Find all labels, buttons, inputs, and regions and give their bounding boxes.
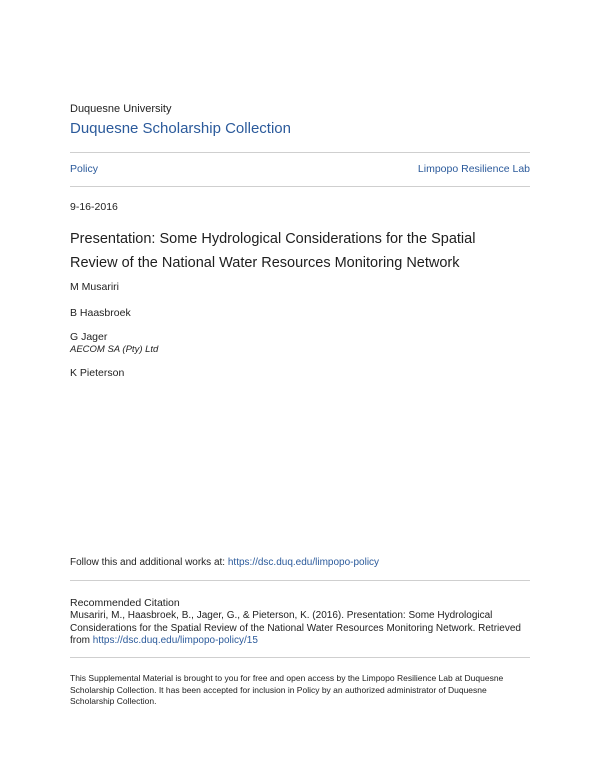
recommended-citation-text <box>70 610 530 648</box>
document-title-line-1: Presentation: Some Hydrological Considerations for the Spatial <box>70 231 476 247</box>
document-title <box>70 227 530 275</box>
access-notice <box>70 673 530 708</box>
divider <box>70 657 530 658</box>
institution-name: Duquesne University <box>70 103 172 115</box>
citation-line: Considerations for the Spatial Review of the National Water Resources Monitoring Network. Retrieved <box>70 622 521 634</box>
divider <box>70 186 530 187</box>
citation-from-text: from <box>70 635 93 646</box>
notice-line: Scholarship Collection. <box>70 696 157 706</box>
cover-page <box>70 0 530 776</box>
author-affiliation: AECOM SA (Pty) Ltd <box>70 344 159 355</box>
author-name: B Haasbroek <box>70 307 131 319</box>
citation-line: Musariri, M., Haasbroek, B., Jager, G., & Pieterson, K. (2016). Presentation: Some Hydrological <box>70 610 493 621</box>
follow-line <box>70 557 379 568</box>
policy-link[interactable]: Policy <box>70 163 99 175</box>
recommended-citation-heading: Recommended Citation <box>70 597 180 609</box>
author-name: G Jager <box>70 331 108 343</box>
author-name: M Musariri <box>70 281 119 293</box>
publication-date: 9-16-2016 <box>70 201 118 213</box>
collection-url-link[interactable]: https://dsc.duq.edu/limpopo-policy <box>227 557 380 568</box>
collection-name[interactable]: Duquesne Scholarship Collection <box>70 120 291 137</box>
citation-line <box>70 635 530 648</box>
document-title-line-2: Review of the National Water Resources Monitoring Network <box>70 255 460 271</box>
notice-line: This Supplemental Material is brought to you for free and open access by the Limpopo Resilience Lab at Duquesne <box>70 673 504 683</box>
divider <box>70 580 530 581</box>
follow-text: Follow this and additional works at: <box>70 557 228 568</box>
notice-line: Scholarship Collection. It has been accepted for inclusion in Policy by an authorized administrator of Duquesne <box>70 684 487 695</box>
author-name: K Pieterson <box>70 367 125 379</box>
divider <box>70 152 530 153</box>
limpopo-resilience-lab-link[interactable]: Limpopo Resilience Lab <box>417 163 530 175</box>
item-url-link[interactable]: https://dsc.duq.edu/limpopo-policy/15 <box>92 635 258 646</box>
